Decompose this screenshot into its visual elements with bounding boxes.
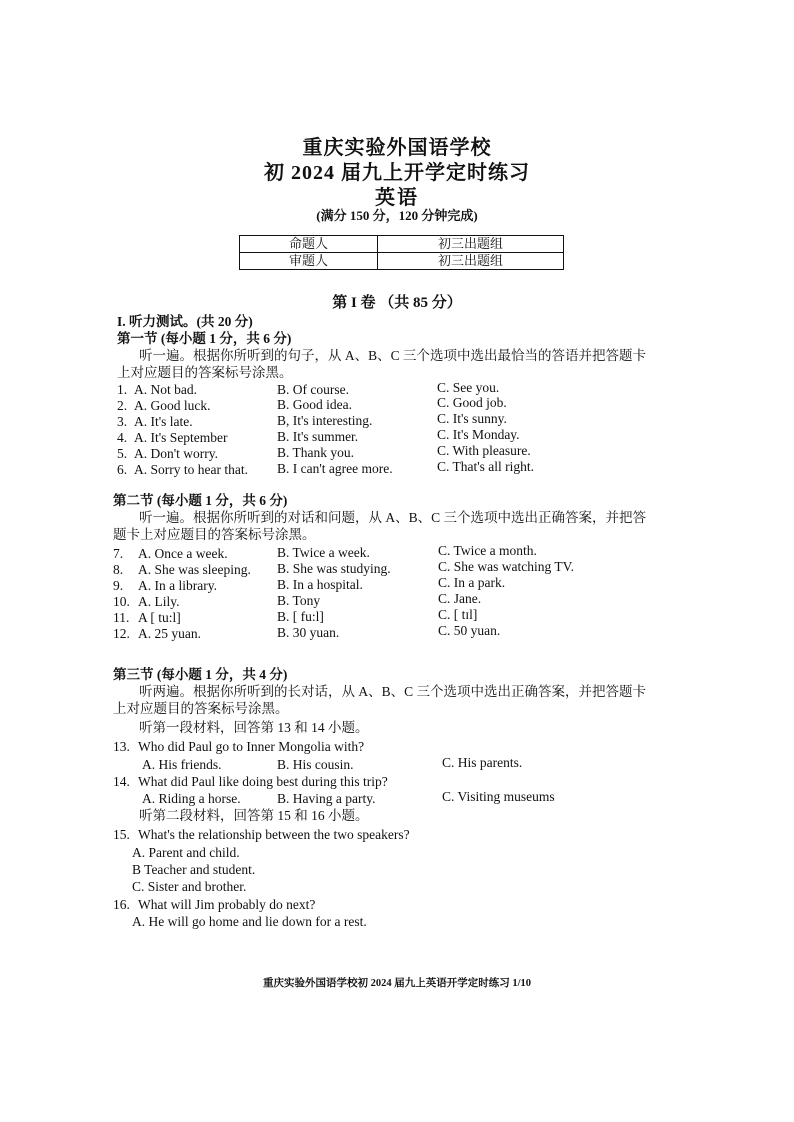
- question-number: 5.: [117, 446, 128, 461]
- section-instruction: 听两遍。根据你所听到的长对话，从 A、B、C 三个选项中选出正确答案，并把答题卡: [139, 684, 647, 699]
- option-c: C. Twice a month.: [438, 543, 537, 558]
- option-c: C. She was watching TV.: [438, 559, 574, 574]
- option-b: B. It's summer.: [277, 429, 359, 444]
- table-row: [240, 236, 564, 253]
- option-c: C. 50 yuan.: [438, 623, 501, 638]
- option-c: C. It's Monday.: [437, 427, 520, 442]
- staff-value: 初三出题组: [378, 253, 564, 270]
- staff-label: 命题人: [240, 236, 378, 253]
- question-text: Who did Paul go to Inner Mongolia with?: [138, 739, 365, 754]
- question-number: 8.: [113, 562, 124, 577]
- staff-table: [239, 235, 564, 270]
- option-a: A. Sorry to hear that.: [134, 462, 248, 477]
- subject-title: 英语: [375, 187, 419, 209]
- option-b: B Teacher and student.: [132, 862, 256, 877]
- question-number: 14.: [113, 774, 130, 789]
- option-b: B, It's interesting.: [277, 413, 373, 428]
- option-c: C. Visiting museums: [442, 789, 555, 804]
- option-a: A. Don't worry.: [134, 446, 219, 461]
- score-time-note: (满分 150 分，120 分钟完成): [316, 208, 478, 223]
- option-c: C. Jane.: [438, 591, 482, 606]
- option-b: B. His cousin.: [277, 757, 354, 772]
- staff-value: 初三出题组: [378, 236, 564, 253]
- question-number: 13.: [113, 739, 130, 754]
- question-number: 1.: [117, 382, 128, 397]
- option-b: B. Thank you.: [277, 445, 354, 460]
- section-title: 第二节 (每小题 1 分，共 6 分): [113, 493, 288, 508]
- option-a: A. It's September: [134, 430, 228, 445]
- school-name: 重庆实验外国语学校: [302, 137, 492, 159]
- question-number: 10.: [113, 594, 130, 609]
- option-b: B. She was studying.: [277, 561, 391, 576]
- option-c: C. With pleasure.: [437, 443, 531, 458]
- question-text: What's the relationship between the two speakers?: [138, 827, 410, 842]
- option-c: C. Sister and brother.: [132, 879, 247, 894]
- question-number: 7.: [113, 546, 124, 561]
- material-instruction: 听第一段材料，回答第 13 和 14 小题。: [139, 720, 369, 735]
- question-number: 3.: [117, 414, 128, 429]
- section-instruction: 听一遍。根据你所听到的句子，从 A、B、C 三个选项中选出最恰当的答语并把答题卡: [139, 348, 647, 363]
- option-c: C. [ tɪl]: [438, 607, 478, 622]
- option-a: A. It's late.: [134, 414, 193, 429]
- question-number: 15.: [113, 827, 130, 842]
- option-a: A. 25 yuan.: [138, 626, 201, 641]
- option-a: A. Lily.: [138, 594, 180, 609]
- section-instruction: 题卡上对应题目的答案标号涂黑。: [113, 527, 316, 542]
- exam-title: 初 2024 届九上开学定时练习: [264, 162, 530, 184]
- question-number: 16.: [113, 897, 130, 912]
- part-title: I. 听力测试。(共 20 分): [117, 314, 253, 329]
- question-number: 4.: [117, 430, 128, 445]
- question-number: 11.: [113, 610, 130, 625]
- section-title: 第三节 (每小题 1 分，共 4 分): [113, 667, 288, 682]
- section-title: 第一节 (每小题 1 分，共 6 分): [117, 331, 292, 346]
- option-b: B. Tony: [277, 593, 321, 608]
- option-b: B. Good idea.: [277, 397, 352, 412]
- option-b: B. Having a party.: [277, 791, 376, 806]
- option-c: C. Good job.: [437, 395, 507, 410]
- option-c: C. It's sunny.: [437, 411, 507, 426]
- volume-title: 第 I 卷 （共 85 分）: [332, 295, 462, 311]
- question-number: 2.: [117, 398, 128, 413]
- question-number: 12.: [113, 626, 130, 641]
- question-number: 9.: [113, 578, 124, 593]
- section-instruction: 上对应题目的答案标号涂黑。: [117, 365, 293, 380]
- option-c: C. See you.: [437, 380, 500, 395]
- option-b: B. [ fu:l]: [277, 609, 324, 624]
- question-number: 6.: [117, 462, 128, 477]
- option-a: A. He will go home and lie down for a rest.: [132, 914, 367, 929]
- option-c: C. In a park.: [438, 575, 506, 590]
- option-b: B. Twice a week.: [277, 545, 370, 560]
- option-a: A. In a library.: [138, 578, 217, 593]
- section-instruction: 听一遍。根据你所听到的对话和问题，从 A、B、C 三个选项中选出正确答案，并把答: [139, 510, 647, 525]
- option-b: B. In a hospital.: [277, 577, 363, 592]
- option-a: A. His friends.: [142, 757, 222, 772]
- option-b: B. I can't agree more.: [277, 461, 393, 476]
- option-c: C. That's all right.: [437, 459, 535, 474]
- option-a: A. Riding a horse.: [142, 791, 241, 806]
- option-a: A. Once a week.: [138, 546, 228, 561]
- material-instruction: 听第二段材料，回答第 15 和 16 小题。: [139, 808, 369, 823]
- option-a: A [ tu:l]: [138, 610, 181, 625]
- option-b: B. Of course.: [277, 382, 349, 397]
- option-a: A. She was sleeping.: [138, 562, 251, 577]
- section-instruction: 上对应题目的答案标号涂黑。: [113, 701, 289, 716]
- option-a: A. Parent and child.: [132, 845, 240, 860]
- option-c: C. His parents.: [442, 755, 523, 770]
- table-row: [240, 253, 564, 270]
- question-text: What will Jim probably do next?: [138, 897, 316, 912]
- option-a: A. Good luck.: [134, 398, 211, 413]
- page-footer: 重庆实验外国语学校初 2024 届九上英语开学定时练习 1/10: [262, 978, 532, 989]
- option-b: B. 30 yuan.: [277, 625, 340, 640]
- option-a: A. Not bad.: [134, 382, 197, 397]
- staff-label: 审题人: [240, 253, 378, 270]
- question-text: What did Paul like doing best during this trip?: [138, 774, 388, 789]
